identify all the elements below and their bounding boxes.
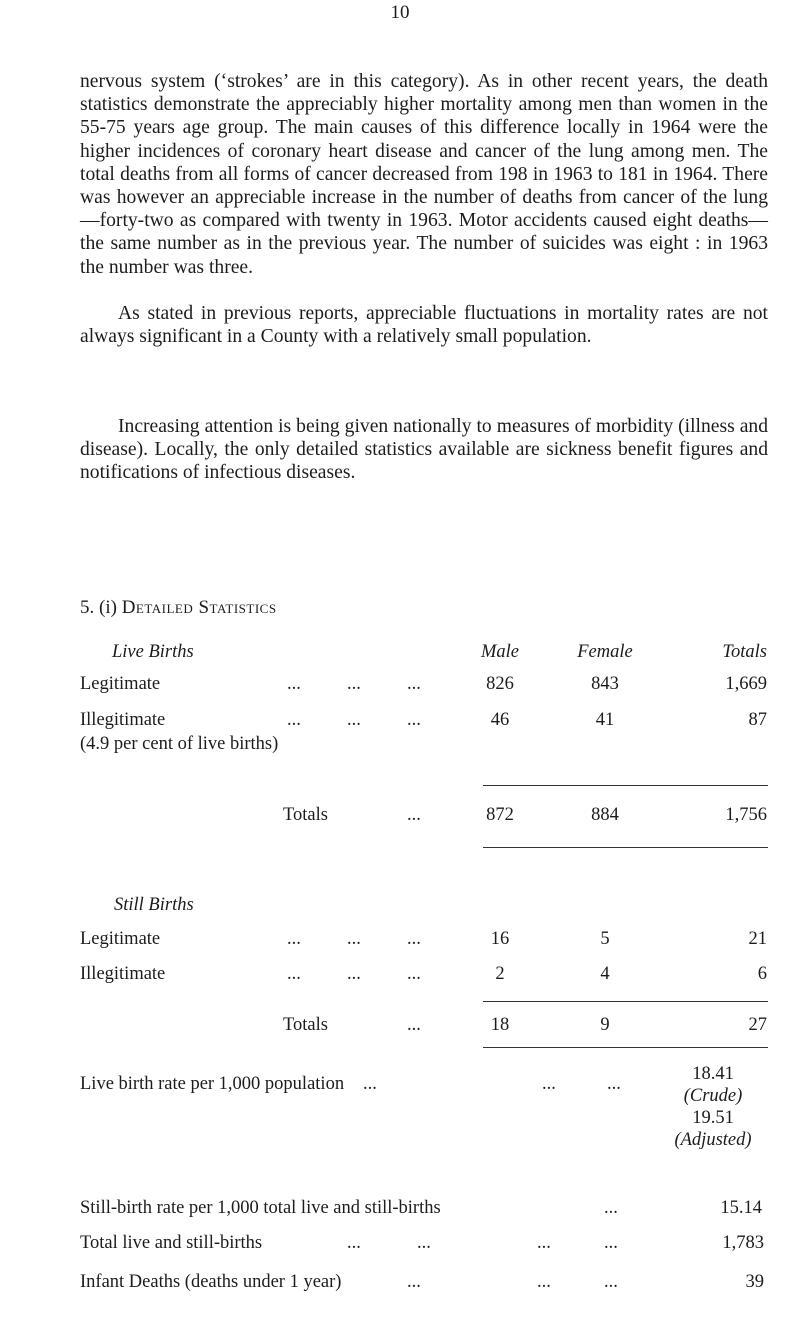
leader-dots: ... — [537, 1272, 551, 1292]
totals-label: Totals — [283, 1015, 328, 1035]
total-rule — [483, 847, 768, 848]
cell-male: 18 — [490, 1015, 510, 1035]
row-label: Illegitimate — [80, 964, 166, 984]
total-rule — [483, 1047, 768, 1048]
cell-female: 5 — [600, 929, 610, 949]
leader-dots: ... — [407, 1272, 421, 1292]
adjusted-rate-label: (Adjusted) — [674, 1130, 752, 1150]
paragraph-morbidity: Increasing attention is being given nationally to measures of morbidity (illness and disease). Locally, the only detailed statistics available are sickness benefit figures and notifications of infectious diseases. — [80, 416, 768, 484]
leader-dots: ... — [604, 1233, 618, 1253]
row-label: Legitimate — [80, 929, 161, 949]
section-title: Detailed Statistics — [121, 597, 277, 618]
rate-label: Infant Deaths (deaths under 1 year) — [80, 1272, 342, 1292]
rate-value: 15.14 — [720, 1198, 762, 1218]
leader-dots: ... — [347, 674, 361, 694]
cell-total: 21 — [748, 929, 767, 949]
leader-dots: ... — [407, 964, 421, 984]
cell-female: 9 — [600, 1015, 610, 1035]
leader-dots: ... — [287, 929, 301, 949]
row-label: Illegitimate — [80, 710, 166, 730]
leader-dots: ... — [607, 1074, 621, 1094]
cell-total: 6 — [757, 964, 767, 984]
cell-total: 1,669 — [725, 674, 767, 694]
col-male-header: Male — [480, 642, 519, 662]
section-number: 5. (i) — [80, 597, 117, 618]
leader-dots: ... — [347, 710, 361, 730]
rate-label: Total live and still-births — [80, 1233, 263, 1253]
leader-dots: ... — [363, 1074, 377, 1094]
leader-dots: ... — [287, 674, 301, 694]
leader-dots: ... — [287, 964, 301, 984]
leader-dots: ... — [407, 674, 421, 694]
leader-dots: ... — [537, 1233, 551, 1253]
leader-dots: ... — [347, 929, 361, 949]
leader-dots: ... — [407, 929, 421, 949]
rate-value: 39 — [745, 1272, 764, 1292]
row-label: Legitimate — [80, 674, 161, 694]
leader-dots: ... — [347, 1233, 361, 1253]
rate-value: 1,783 — [722, 1233, 764, 1253]
still-births-heading: Still Births — [114, 895, 194, 915]
cell-male: 2 — [495, 964, 505, 984]
leader-dots: ... — [287, 710, 301, 730]
totals-label: Totals — [283, 805, 328, 825]
col-totals-header: Totals — [722, 642, 767, 662]
cell-total: 87 — [748, 710, 767, 730]
leader-dots: ... — [347, 964, 361, 984]
leader-dots: ... — [407, 1015, 421, 1035]
cell-male: 16 — [490, 929, 510, 949]
crude-rate-value: 18.41 — [692, 1064, 734, 1084]
live-births-heading: Live Births — [112, 642, 194, 662]
col-female-header: Female — [577, 642, 633, 662]
illegitimate-note: (4.9 per cent of live births) — [80, 734, 279, 754]
total-rule — [483, 1001, 768, 1002]
cell-female: 843 — [591, 674, 619, 694]
total-rule — [483, 785, 768, 786]
crude-rate-label: (Crude) — [683, 1086, 743, 1106]
cell-total: 27 — [748, 1015, 767, 1035]
cell-female: 4 — [600, 964, 610, 984]
leader-dots: ... — [417, 1233, 431, 1253]
page-number: 10 — [390, 2, 410, 23]
paragraph-fluctuations: As stated in previous reports, appreciable fluctuations in mortality rates are not always significant in a County with a relatively small population. — [80, 303, 768, 348]
leader-dots: ... — [407, 805, 421, 825]
paragraph-mortality: nervous system (‘strokes’ are in this category). As in other recent years, the death statistics demonstrate the appreciably higher mortality among men than women in the 55-75 years age group. The main causes of this difference locally in 1964 were the higher incidences of coronary heart disease and cancer of the lung among men. The total deaths from all forms of cancer decreased from 198 in 1963 to 181 in 1964. There was however an appreciable increase in the number of deaths from cancer of the lung—forty-two as compared with twenty in 1963. Motor accidents caused eight deaths—the same number as in the previous year. The number of suicides was eight : in 1963 the number was three. — [80, 71, 768, 278]
cell-male: 826 — [486, 674, 514, 694]
leader-dots: ... — [604, 1272, 618, 1292]
cell-male: 872 — [486, 805, 514, 825]
leader-dots: ... — [604, 1198, 618, 1218]
rate-label: Live birth rate per 1,000 population — [80, 1074, 345, 1094]
rate-label: Still-birth rate per 1,000 total live and still-births — [80, 1198, 441, 1218]
section-heading — [80, 597, 277, 619]
cell-total: 1,756 — [725, 805, 767, 825]
leader-dots: ... — [542, 1074, 556, 1094]
cell-female: 884 — [591, 805, 619, 825]
cell-female: 41 — [595, 710, 615, 730]
adjusted-rate-value: 19.51 — [692, 1108, 734, 1128]
cell-male: 46 — [490, 710, 510, 730]
leader-dots: ... — [407, 710, 421, 730]
